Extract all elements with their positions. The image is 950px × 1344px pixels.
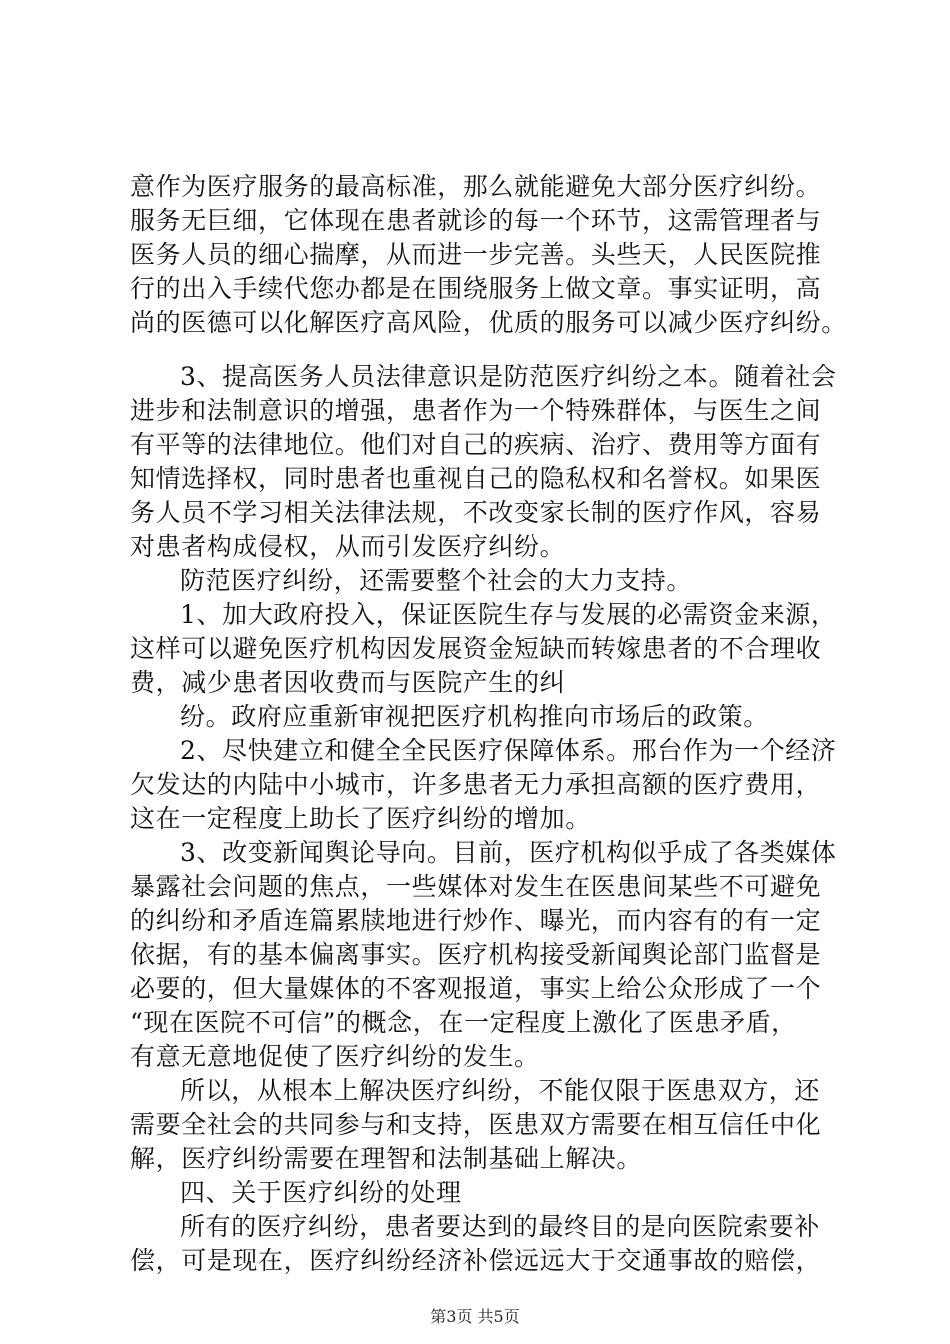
- text-line: 意作为医疗服务的最高标准，那么就能避免大部分医疗纠纷。: [130, 172, 822, 201]
- text-line: 有意无意地促使了医疗纠纷的发生。: [130, 1042, 540, 1071]
- text-line: 尚的医德可以化解医疗高风险，优质的服务可以减少医疗纠纷。: [130, 308, 847, 337]
- text-line: 这样可以避免医疗机构因发展资金短缺而转嫁患者的不合理收: [130, 634, 822, 663]
- text-line: 欠发达的内陆中小城市，许多患者无力承担高额的医疗费用，: [130, 770, 822, 799]
- text-line: 3、提高医务人员法律意识是防范医疗纠纷之本。随着社会: [180, 362, 837, 391]
- section-heading: 四、关于医疗纠纷的处理: [180, 1178, 462, 1207]
- text-line: 所以，从根本上解决医疗纠纷，不能仅限于医患双方，还: [180, 1076, 821, 1105]
- text-line: 需要全社会的共同参与和支持，医患双方需要在相互信任中化: [130, 1110, 822, 1139]
- text-line: 进步和法制意识的增强，患者作为一个特殊群体，与医生之间: [130, 396, 822, 425]
- text-line: 依据，有的基本偏离事实。医疗机构接受新闻舆论部门监督是: [130, 940, 822, 969]
- text-line: 所有的医疗纠纷，患者要达到的最终目的是向医院索要补: [180, 1212, 821, 1241]
- text-line: 服务无巨细，它体现在患者就诊的每一个环节，这需管理者与: [130, 206, 822, 235]
- text-line: 解，医疗纠纷需要在理智和法制基础上解决。: [130, 1144, 643, 1173]
- text-line: “现在医院不可信”的概念，在一定程度上激化了医患矛盾，: [130, 1008, 797, 1037]
- text-line: 对患者构成侵权，从而引发医疗纠纷。: [130, 532, 566, 561]
- text-line: 医务人员的细心揣摩，从而进一步完善。头些天，人民医院推: [130, 240, 822, 269]
- text-line: 的纠纷和矛盾连篇累牍地进行炒作、曝光，而内容有的有一定: [130, 906, 822, 935]
- text-line: 3、改变新闻舆论导向。目前，医疗机构似乎成了各类媒体: [180, 838, 837, 867]
- text-line: 务人员不学习相关法律法规，不改变家长制的医疗作风，容易: [130, 498, 822, 527]
- text-line: 知情选择权，同时患者也重视自己的隐私权和名誉权。如果医: [130, 464, 822, 493]
- text-line: 偿，可是现在，医疗纠纷经济补偿远远大于交通事故的赔偿，: [130, 1246, 822, 1275]
- text-line: 1、加大政府投入，保证医院生存与发展的必需资金来源，: [180, 600, 837, 629]
- text-line: 2、尽快建立和健全全民医疗保障体系。邢台作为一个经济: [180, 736, 837, 765]
- text-line: 费，减少患者因收费而与医院产生的纠: [130, 668, 566, 697]
- text-line: 这在一定程度上助长了医疗纠纷的增加。: [130, 804, 591, 833]
- text-line: 暴露社会问题的焦点，一些媒体对发生在医患间某些不可避免: [130, 872, 822, 901]
- text-line: 行的出入手续代您办都是在围绕服务上做文章。事实证明，高: [130, 274, 822, 303]
- text-line: 防范医疗纠纷，还需要整个社会的大力支持。: [180, 566, 693, 595]
- text-line: 纷。政府应重新审视把医疗机构推向市场后的政策。: [180, 702, 769, 731]
- text-line: 必要的，但大量媒体的不客观报道，事实上给公众形成了一个: [130, 974, 822, 1003]
- page-number-footer: 第3页 共5页: [430, 1307, 520, 1326]
- text-line: 有平等的法律地位。他们对自己的疾病、治疗、费用等方面有: [130, 430, 822, 459]
